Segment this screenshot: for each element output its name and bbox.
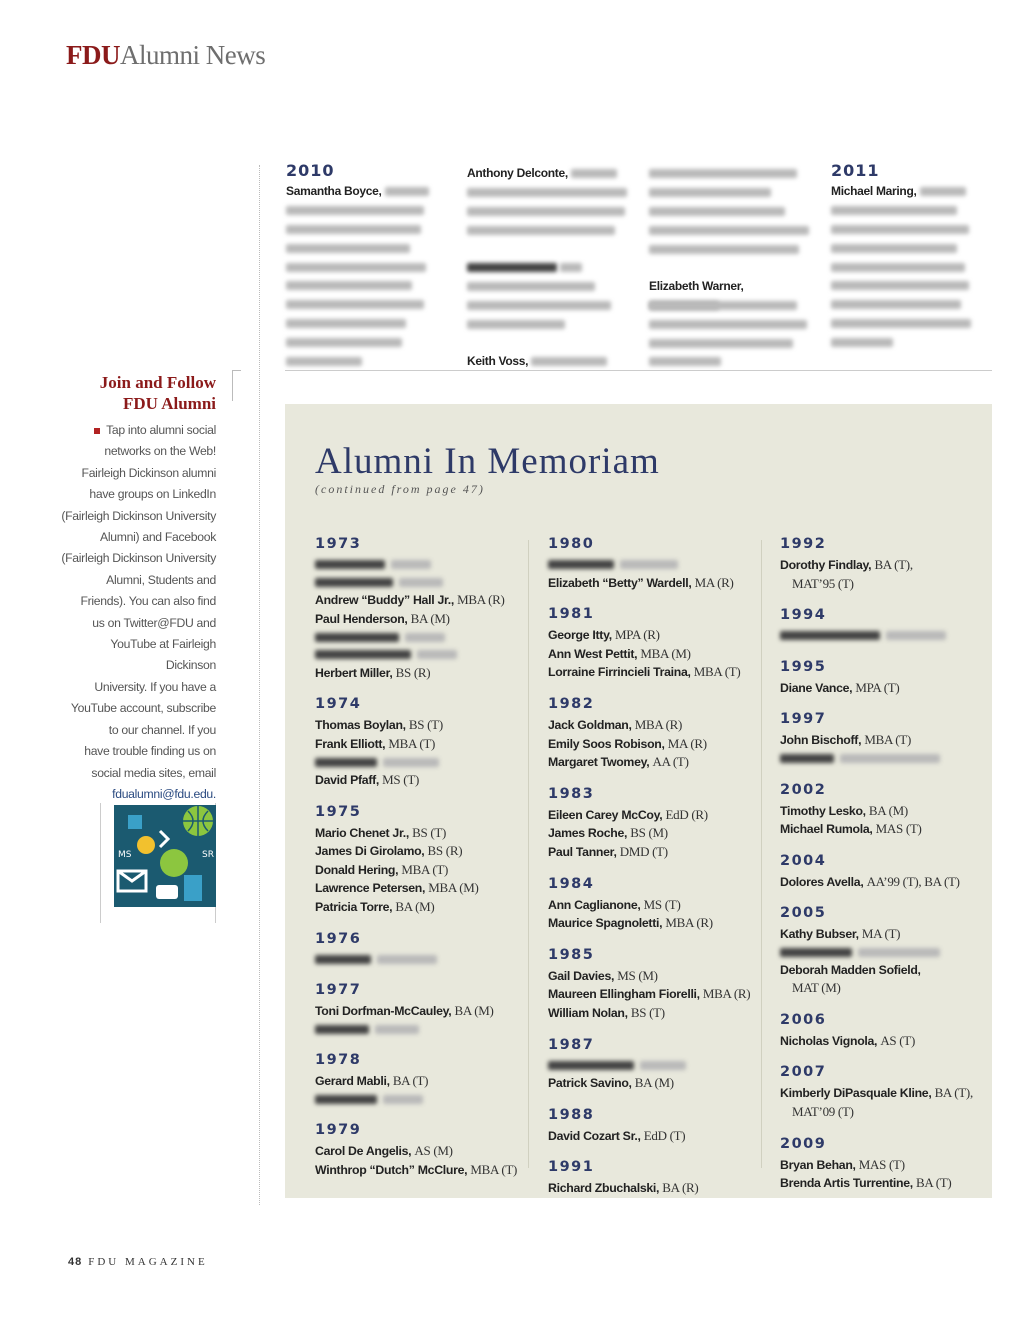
sidebar-line: YouTube at Fairleigh Dickinson — [110, 637, 216, 673]
alumnus-name: Donald Hering, — [315, 862, 399, 877]
memoriam-entry — [548, 735, 758, 754]
redacted-name — [315, 758, 377, 767]
memoriam-year: 1976 — [315, 930, 362, 947]
degree-info: MBA (M) — [640, 645, 691, 661]
redacted-name — [315, 560, 385, 569]
degree-info: MBA (T) — [401, 861, 449, 877]
alumnus-name: John Bischoff, — [780, 733, 862, 748]
alumni-email-link[interactable]: fdualumni@fdu.edu. — [112, 786, 216, 801]
memoriam-entry — [780, 962, 990, 980]
wedding-name: Elizabeth Warner, — [649, 278, 744, 293]
wedding-name: Michael Maring, — [831, 184, 917, 198]
alumnus-name: Paul Tanner, — [548, 844, 617, 859]
memoriam-year: 1977 — [315, 982, 362, 999]
memoriam-entry — [548, 574, 758, 593]
degree-info: MAS (T) — [858, 1156, 905, 1172]
memoriam-entry — [548, 716, 758, 735]
degree-info: BA (M) — [454, 1003, 494, 1019]
memoriam-entry — [315, 1091, 525, 1109]
degree-info: MAT’09 (T) — [792, 1103, 854, 1119]
degree-info: BA (T) — [916, 1175, 952, 1191]
memoriam-entry — [548, 985, 758, 1004]
degree-info: BS (T) — [412, 824, 447, 840]
social-sidebar — [60, 372, 216, 805]
alumnus-name: Margaret Twomey, — [548, 755, 650, 770]
degree-info: BA (T), — [934, 1085, 973, 1101]
redacted-name — [315, 578, 393, 587]
alumnus-name: Timothy Lesko, — [780, 803, 866, 818]
alumnus-name: Lorraine Firrincieli Traina, — [548, 665, 691, 680]
memoriam-entry — [548, 843, 758, 862]
alumnus-name: Gail Davies, — [548, 968, 615, 983]
memoriam-entry — [780, 1156, 990, 1175]
degree-info: MBA (R) — [634, 716, 683, 732]
sidebar-line: networks on the Web! — [104, 444, 216, 459]
redacted-name — [780, 754, 834, 763]
magazine-name: FDU MAGAZINE — [88, 1256, 208, 1268]
redacted-degree — [840, 754, 940, 763]
memoriam-title: Alumni In Memoriam — [315, 441, 660, 482]
degree-info: MBA (T) — [693, 664, 741, 680]
memoriam-entry — [548, 626, 758, 645]
degree-info: AA’99 (T), BA (T) — [866, 873, 960, 889]
degree-info: BA (M) — [395, 898, 435, 914]
alumnus-name: Carol De Angelis, — [315, 1144, 412, 1159]
memoriam-entry — [315, 646, 525, 664]
memoriam-year: 1980 — [548, 536, 595, 552]
degree-info: BA (T) — [392, 1073, 429, 1089]
degree-info: EdD (R) — [665, 806, 708, 822]
alumnus-name: Emily Soos Robison, — [548, 736, 665, 751]
memoriam-year: 1973 — [315, 536, 362, 552]
degree-info: MS (T) — [643, 896, 681, 912]
alumnus-name: Kimberly DiPasquale Kline, — [780, 1086, 932, 1101]
sidebar-heading-line1: Join and Follow — [99, 373, 216, 392]
memoriam-entry — [315, 735, 525, 754]
redacted-name — [548, 1061, 634, 1070]
memoriam-entry — [315, 1161, 525, 1180]
sidebar-line: Alumni, Students and — [106, 572, 216, 587]
wedding-entry — [831, 182, 991, 201]
degree-info: MA (R) — [667, 735, 707, 751]
degree-info: DMD (T) — [619, 843, 668, 859]
memoriam-entry — [780, 750, 990, 768]
memoriam-entry — [315, 1021, 525, 1039]
alumnus-name: George Itty, — [548, 628, 612, 643]
memoriam-entry — [780, 944, 990, 962]
degree-info: MPA (R) — [614, 627, 660, 643]
degree-info: BA (R) — [662, 1180, 699, 1196]
memoriam-entry — [780, 1032, 990, 1051]
sidebar-line: (Fairleigh Dickinson University — [61, 551, 216, 566]
alumnus-name: Mario Chenet Jr., — [315, 825, 409, 840]
redacted-degree — [375, 1025, 419, 1034]
memoriam-entry — [780, 1103, 990, 1122]
degree-info: MA (R) — [694, 574, 734, 590]
memoriam-entry — [315, 842, 525, 861]
wedding-entry — [467, 352, 632, 371]
memoriam-entry — [780, 1084, 990, 1103]
memoriam-entry — [315, 628, 525, 646]
degree-info: MS (T) — [382, 771, 420, 787]
year-heading: 2010 — [286, 161, 335, 180]
memoriam-year: 1975 — [315, 803, 362, 820]
memoriam-entry — [315, 879, 525, 898]
page-footer — [68, 1256, 208, 1268]
memoriam-entry — [315, 951, 525, 969]
degree-info: MAS (T) — [875, 821, 922, 837]
memoriam-year: 2002 — [780, 781, 827, 798]
svg-text:MS: MS — [118, 850, 132, 860]
memoriam-year: 2004 — [780, 852, 827, 869]
sidebar-body — [60, 420, 216, 805]
alumnus-name: Toni Dorfman-McCauley, — [315, 1004, 452, 1019]
memoriam-year: 1988 — [548, 1106, 595, 1123]
svg-text:SR: SR — [202, 850, 214, 860]
memoriam-year: 1985 — [548, 946, 595, 963]
sidebar-line-text: Tap into alumni social — [106, 423, 216, 437]
memoriam-entry — [315, 716, 525, 735]
degree-info: AA (T) — [652, 754, 689, 770]
memoriam-entry — [315, 1072, 525, 1091]
wedding-entry — [286, 182, 431, 201]
memoriam-entry — [315, 591, 525, 610]
memoriam-entry — [315, 771, 525, 790]
memoriam-entry — [780, 873, 990, 892]
degree-info: BS (M) — [630, 825, 668, 841]
weddings-col-4 — [831, 162, 991, 351]
memoriam-entry — [315, 610, 525, 629]
memoriam-entry — [548, 824, 758, 843]
alumnus-name: Dorothy Findlay, — [780, 558, 872, 572]
memoriam-entry — [780, 925, 990, 944]
sidebar-bracket — [232, 370, 241, 401]
alumnus-name: Eileen Carey McCoy, — [548, 807, 663, 822]
memoriam-entry — [548, 1057, 758, 1075]
memoriam-entry — [548, 914, 758, 933]
memoriam-year: 1987 — [548, 1036, 595, 1053]
section-rule — [285, 370, 992, 371]
memoriam-entry — [780, 820, 990, 839]
memoriam-year: 2007 — [780, 1064, 827, 1081]
memoriam-column-1 — [315, 536, 525, 1180]
redacted-degree — [886, 631, 946, 640]
memoriam-year: 1983 — [548, 785, 595, 802]
degree-info: BA (M) — [410, 610, 450, 626]
redacted-name — [315, 1025, 369, 1034]
alumnus-name: Lawrence Petersen, — [315, 881, 426, 896]
wedding-entry — [467, 164, 632, 183]
memoriam-entry — [548, 1074, 758, 1093]
sidebar-line: Alumni) and Facebook — [100, 530, 216, 545]
memoriam-year: 1997 — [780, 711, 827, 728]
sidebar-line: us on Twitter@FDU and — [92, 615, 216, 630]
memoriam-entry — [548, 645, 758, 664]
memoriam-year: 2005 — [780, 905, 827, 922]
memoriam-entry — [315, 824, 525, 843]
alumnus-name: Jack Goldman, — [548, 717, 632, 732]
memoriam-column-2 — [548, 536, 758, 1198]
memoriam-entry — [315, 664, 525, 683]
redacted-name — [315, 1095, 377, 1104]
memoriam-entry — [780, 979, 990, 998]
memoriam-entry — [780, 731, 990, 750]
bullet-icon — [94, 428, 100, 434]
degree-info: AS (M) — [414, 1143, 453, 1159]
redacted-degree — [399, 578, 443, 587]
degree-info: BS (R) — [395, 664, 431, 680]
memoriam-year: 1979 — [315, 1122, 362, 1139]
alumnus-name: Andrew “Buddy” Hall Jr., — [315, 593, 455, 608]
memoriam-year: 2009 — [780, 1135, 827, 1152]
alumnus-name: David Cozart Sr., — [548, 1128, 641, 1143]
degree-info: BA (T), — [874, 557, 913, 572]
degree-info: MBA (R) — [665, 915, 713, 931]
alumnus-name: Nicholas Vignola, — [780, 1033, 878, 1048]
alumnus-name: Elizabeth “Betty” Wardell, — [548, 575, 692, 590]
redacted-degree — [640, 1061, 686, 1070]
year-heading: 2011 — [831, 161, 880, 180]
degree-info: MA (T) — [861, 926, 901, 942]
divider — [100, 803, 101, 923]
social-media-illustration — [114, 805, 216, 907]
wedding-entry — [649, 277, 814, 296]
memoriam-entry — [780, 802, 990, 821]
masthead-title: Alumni News — [120, 40, 266, 70]
degree-info: MAT’95 (T) — [792, 575, 854, 591]
memoriam-year: 1982 — [548, 695, 595, 712]
memoriam-year: 1991 — [548, 1159, 595, 1176]
redacted-degree — [858, 948, 940, 957]
redacted-degree — [620, 560, 678, 569]
alumnus-name: Bryan Behan, — [780, 1157, 856, 1172]
memoriam-entry — [548, 663, 758, 682]
sidebar-line: University. If you have a — [94, 679, 216, 694]
memoriam-entry — [315, 1142, 525, 1161]
alumnus-name: James Roche, — [548, 826, 628, 841]
memoriam-entry — [548, 967, 758, 986]
memoriam-year: 1992 — [780, 536, 827, 552]
social-media-icons — [114, 805, 216, 907]
alumnus-name: Maurice Spagnoletti, — [548, 916, 663, 931]
memoriam-entry — [315, 574, 525, 592]
sidebar-line: Fairleigh Dickinson alumni — [81, 465, 216, 480]
redacted-degree — [391, 560, 431, 569]
memoriam-entry — [315, 861, 525, 880]
memoriam-entry — [548, 753, 758, 772]
alumnus-name: Maureen Ellingham Fiorelli, — [548, 987, 700, 1002]
weddings-col-2 — [467, 164, 632, 371]
sidebar-line: have groups on LinkedIn — [89, 487, 216, 502]
degree-info: BA (M) — [634, 1075, 674, 1091]
memoriam-year: 1984 — [548, 875, 595, 892]
degree-info: MAT (M) — [792, 980, 841, 996]
redacted-name — [548, 560, 614, 569]
memoriam-year: 1978 — [315, 1052, 362, 1069]
memoriam-year: 1995 — [780, 658, 827, 675]
page-number: 48 — [68, 1256, 83, 1268]
alumnus-name: Patrick Savino, — [548, 1076, 632, 1091]
masthead-fdu: FDU — [66, 40, 120, 70]
sidebar-line: have trouble finding us on — [84, 744, 216, 759]
redacted-name — [315, 955, 371, 964]
alumnus-name: Winthrop “Dutch” McClure, — [315, 1163, 468, 1178]
alumnus-name: James Di Girolamo, — [315, 844, 425, 859]
alumnus-name: Michael Rumola, — [780, 822, 873, 837]
weddings-col-1 — [286, 162, 431, 370]
redacted-name — [315, 650, 411, 659]
memoriam-entry — [315, 556, 525, 574]
alumnus-name: Patricia Torre, — [315, 899, 393, 914]
degree-info: EdD (T) — [643, 1127, 686, 1143]
redacted-name — [315, 633, 399, 642]
memoriam-entry — [548, 1004, 758, 1023]
memoriam-entry — [315, 753, 525, 771]
redacted-degree — [383, 758, 439, 767]
degree-info: MBA (T) — [864, 732, 911, 748]
memoriam-entry — [548, 1179, 758, 1198]
memoriam-year: 1994 — [780, 607, 827, 624]
alumnus-name: Thomas Boylan, — [315, 718, 406, 733]
sidebar-line — [60, 420, 216, 441]
memoriam-year: 1981 — [548, 606, 595, 623]
memoriam-year: 1974 — [315, 696, 362, 713]
sidebar-line: to our channel. If you — [108, 722, 216, 737]
column-divider — [259, 165, 260, 1205]
sidebar-line: YouTube account, subscribe — [70, 701, 216, 716]
alumnus-name: Richard Zbuchalski, — [548, 1181, 660, 1196]
degree-info: AS (T) — [880, 1032, 915, 1048]
weddings-col-3 — [649, 164, 814, 371]
alumnus-name: David Pfaff, — [315, 772, 380, 787]
column-divider — [528, 540, 529, 1168]
redacted-degree — [383, 1095, 423, 1104]
degree-info: MBA (R) — [702, 986, 751, 1002]
memoriam-entry — [315, 1002, 525, 1021]
alumnus-name: Kathy Bubser, — [780, 927, 859, 942]
memoriam-column-3 — [780, 536, 990, 1193]
memoriam-entry — [548, 1127, 758, 1146]
masthead — [66, 40, 265, 71]
sidebar-line: social media sites, email — [91, 765, 216, 780]
alumnus-name: Frank Elliott, — [315, 736, 386, 751]
memoriam-subtitle: (continued from page 47) — [315, 482, 485, 496]
sidebar-line: (Fairleigh Dickinson University — [61, 508, 216, 523]
redacted-name — [780, 631, 880, 640]
degree-info: MBA (T) — [388, 735, 436, 751]
degree-info: BA (M) — [868, 802, 908, 818]
alumnus-name: William Nolan, — [548, 1005, 628, 1020]
degree-info: MBA (T) — [470, 1162, 518, 1178]
alumnus-name: Gerard Mabli, — [315, 1074, 390, 1089]
wedding-name: Keith Voss, — [467, 353, 529, 368]
memoriam-entry — [548, 896, 758, 915]
column-divider — [761, 540, 762, 1168]
memoriam-entry — [780, 556, 990, 575]
degree-info: MBA (M) — [428, 880, 479, 896]
alumnus-name: Ann Caglianone, — [548, 897, 641, 912]
alumnus-name: Ann West Pettit, — [548, 646, 638, 661]
memoriam-entry — [780, 1174, 990, 1193]
wedding-name: Samantha Boyce, — [286, 184, 382, 198]
degree-info: BS (R) — [427, 843, 463, 859]
redacted-degree — [405, 633, 445, 642]
alumnus-name: Herbert Miller, — [315, 665, 393, 680]
sidebar-heading-line2: FDU Alumni — [122, 394, 216, 413]
wedding-name: Anthony Delconte, — [467, 166, 568, 180]
memoriam-entry — [315, 898, 525, 917]
alumnus-name: Deborah Madden Sofield, — [780, 962, 921, 977]
alumnus-name: Paul Henderson, — [315, 611, 408, 626]
redacted-name — [780, 948, 852, 957]
alumnus-name: Brenda Artis Turrentine, — [780, 1176, 913, 1191]
alumnus-name: Dolores Avella, — [780, 874, 864, 889]
alumnus-name: Diane Vance, — [780, 680, 853, 695]
memoriam-year: 2006 — [780, 1011, 827, 1028]
degree-info: MBA (R) — [457, 592, 505, 608]
sidebar-line: Friends). You can also find — [80, 594, 216, 609]
memoriam-entry — [780, 627, 990, 645]
memoriam-entry — [548, 806, 758, 825]
redacted-degree — [377, 955, 437, 964]
memoriam-entry — [548, 556, 758, 574]
degree-info: MPA (T) — [855, 679, 900, 695]
memoriam-entry — [780, 575, 990, 594]
degree-info: BS (T) — [408, 717, 443, 733]
degree-info: MS (M) — [617, 967, 658, 983]
memoriam-entry — [780, 679, 990, 698]
redacted-degree — [417, 650, 457, 659]
degree-info: BS (T) — [630, 1004, 665, 1020]
